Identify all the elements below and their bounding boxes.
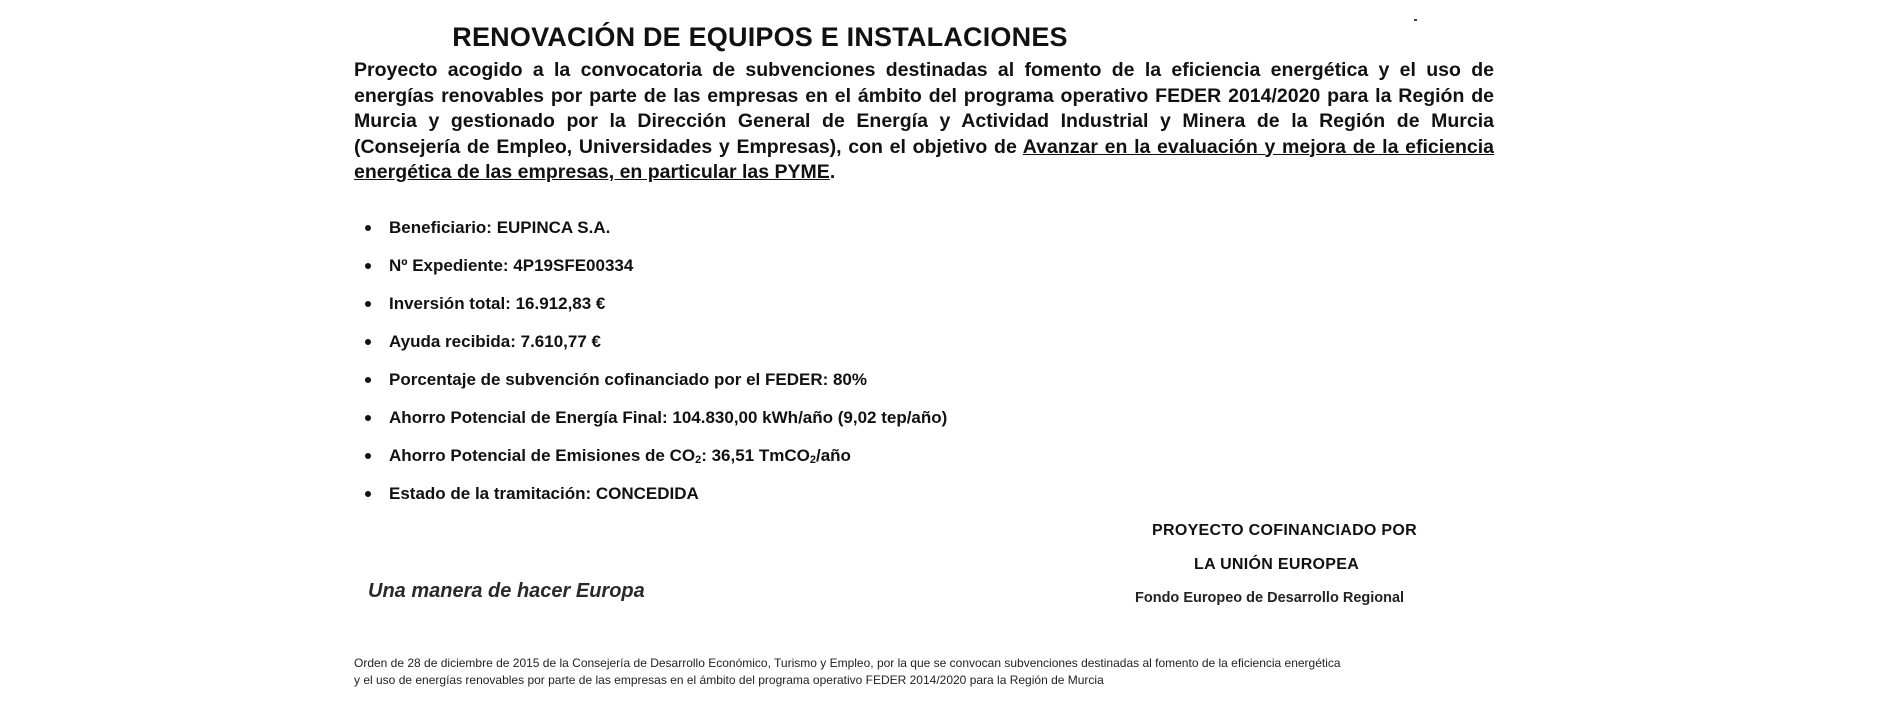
intro-end: . [829, 161, 836, 183]
fact-text: Beneficiario: EUPINCA S.A. [389, 218, 611, 237]
fact-beneficiary [357, 209, 947, 247]
cofinancing-line-1: PROYECTO COFINANCIADO POR [1152, 522, 1417, 539]
footnote-line-1: Orden de 28 de diciembre de 2015 de la Consejería de Desarrollo Económico, Turismo y Empleo, por la que se convocan subvenciones destinadas al fomento de la eficiencia energética [354, 656, 1341, 670]
fact-status [357, 475, 947, 513]
fact-text: Ayuda recibida: 7.610,77 € [389, 332, 601, 351]
fact-text-mid: : 36,51 TmCO [701, 446, 810, 465]
footnote-line-2: y el uso de energías renovables por parte de las empresas en el ámbito del programa operativo FEDER 2014/2020 para la Región de Murcia [354, 673, 1104, 687]
eu-motto: Una manera de hacer Europa [368, 580, 645, 602]
intro-paragraph [354, 58, 1494, 186]
subscript: 2 [809, 454, 816, 466]
project-facts-list [357, 209, 947, 513]
objective-text: Avanzar en la evaluación y mejora de la eficiencia energética de las empresas, en particular las PYME [354, 135, 1494, 183]
fact-total-investment [357, 285, 947, 323]
fact-text: Nº Expediente: 4P19SFE00334 [389, 256, 634, 275]
fact-text: Ahorro Potencial de Energía Final: 104.830,00 kWh/año (9,02 tep/año) [389, 408, 948, 427]
fact-energy-savings [357, 399, 947, 437]
fact-file-number [357, 247, 947, 285]
fact-text: Inversión total: 16.912,83 € [389, 294, 606, 313]
fact-emission-savings [357, 437, 947, 475]
cofinancing-line-2: LA UNIÓN EUROPEA [1194, 556, 1360, 573]
fact-text-post: /año [815, 446, 851, 465]
bullet-icon [365, 263, 371, 269]
fund-name: Fondo Europeo de Desarrollo Regional [1135, 590, 1405, 606]
fact-text: Estado de la tramitación: CONCEDIDA [389, 484, 699, 503]
bullet-icon [365, 301, 371, 307]
fact-text-pre: Ahorro Potencial de Emisiones de CO [389, 446, 696, 465]
bullet-icon [365, 377, 371, 383]
fact-feder-percentage [357, 361, 947, 399]
legal-footnote [354, 655, 1504, 689]
subscript: 2 [695, 454, 702, 466]
scan-speck [1414, 19, 1417, 21]
bullet-icon [365, 415, 371, 421]
bullet-icon [365, 491, 371, 497]
fact-text: Porcentaje de subvención cofinanciado por el FEDER: 80% [389, 370, 868, 389]
fact-aid-received [357, 323, 947, 361]
bullet-icon [365, 225, 371, 231]
document-title: RENOVACIÓN DE EQUIPOS E INSTALACIONES [452, 22, 1068, 52]
bullet-icon [365, 453, 371, 459]
bullet-icon [365, 339, 371, 345]
intro-text: Proyecto acogido a la convocatoria de subvenciones destinadas al fomento de la eficiencia energética y el uso de energías renovables por parte de las empresas en el ámbito del programa operativo FEDER 2014/2020 para la Región de Murcia y gestionado por la Dirección General de Energía y Actividad Industrial y Minera de la Región de Murcia (Consejería de Empleo, Universidades y Empresas), con el objetivo de [354, 59, 1494, 158]
